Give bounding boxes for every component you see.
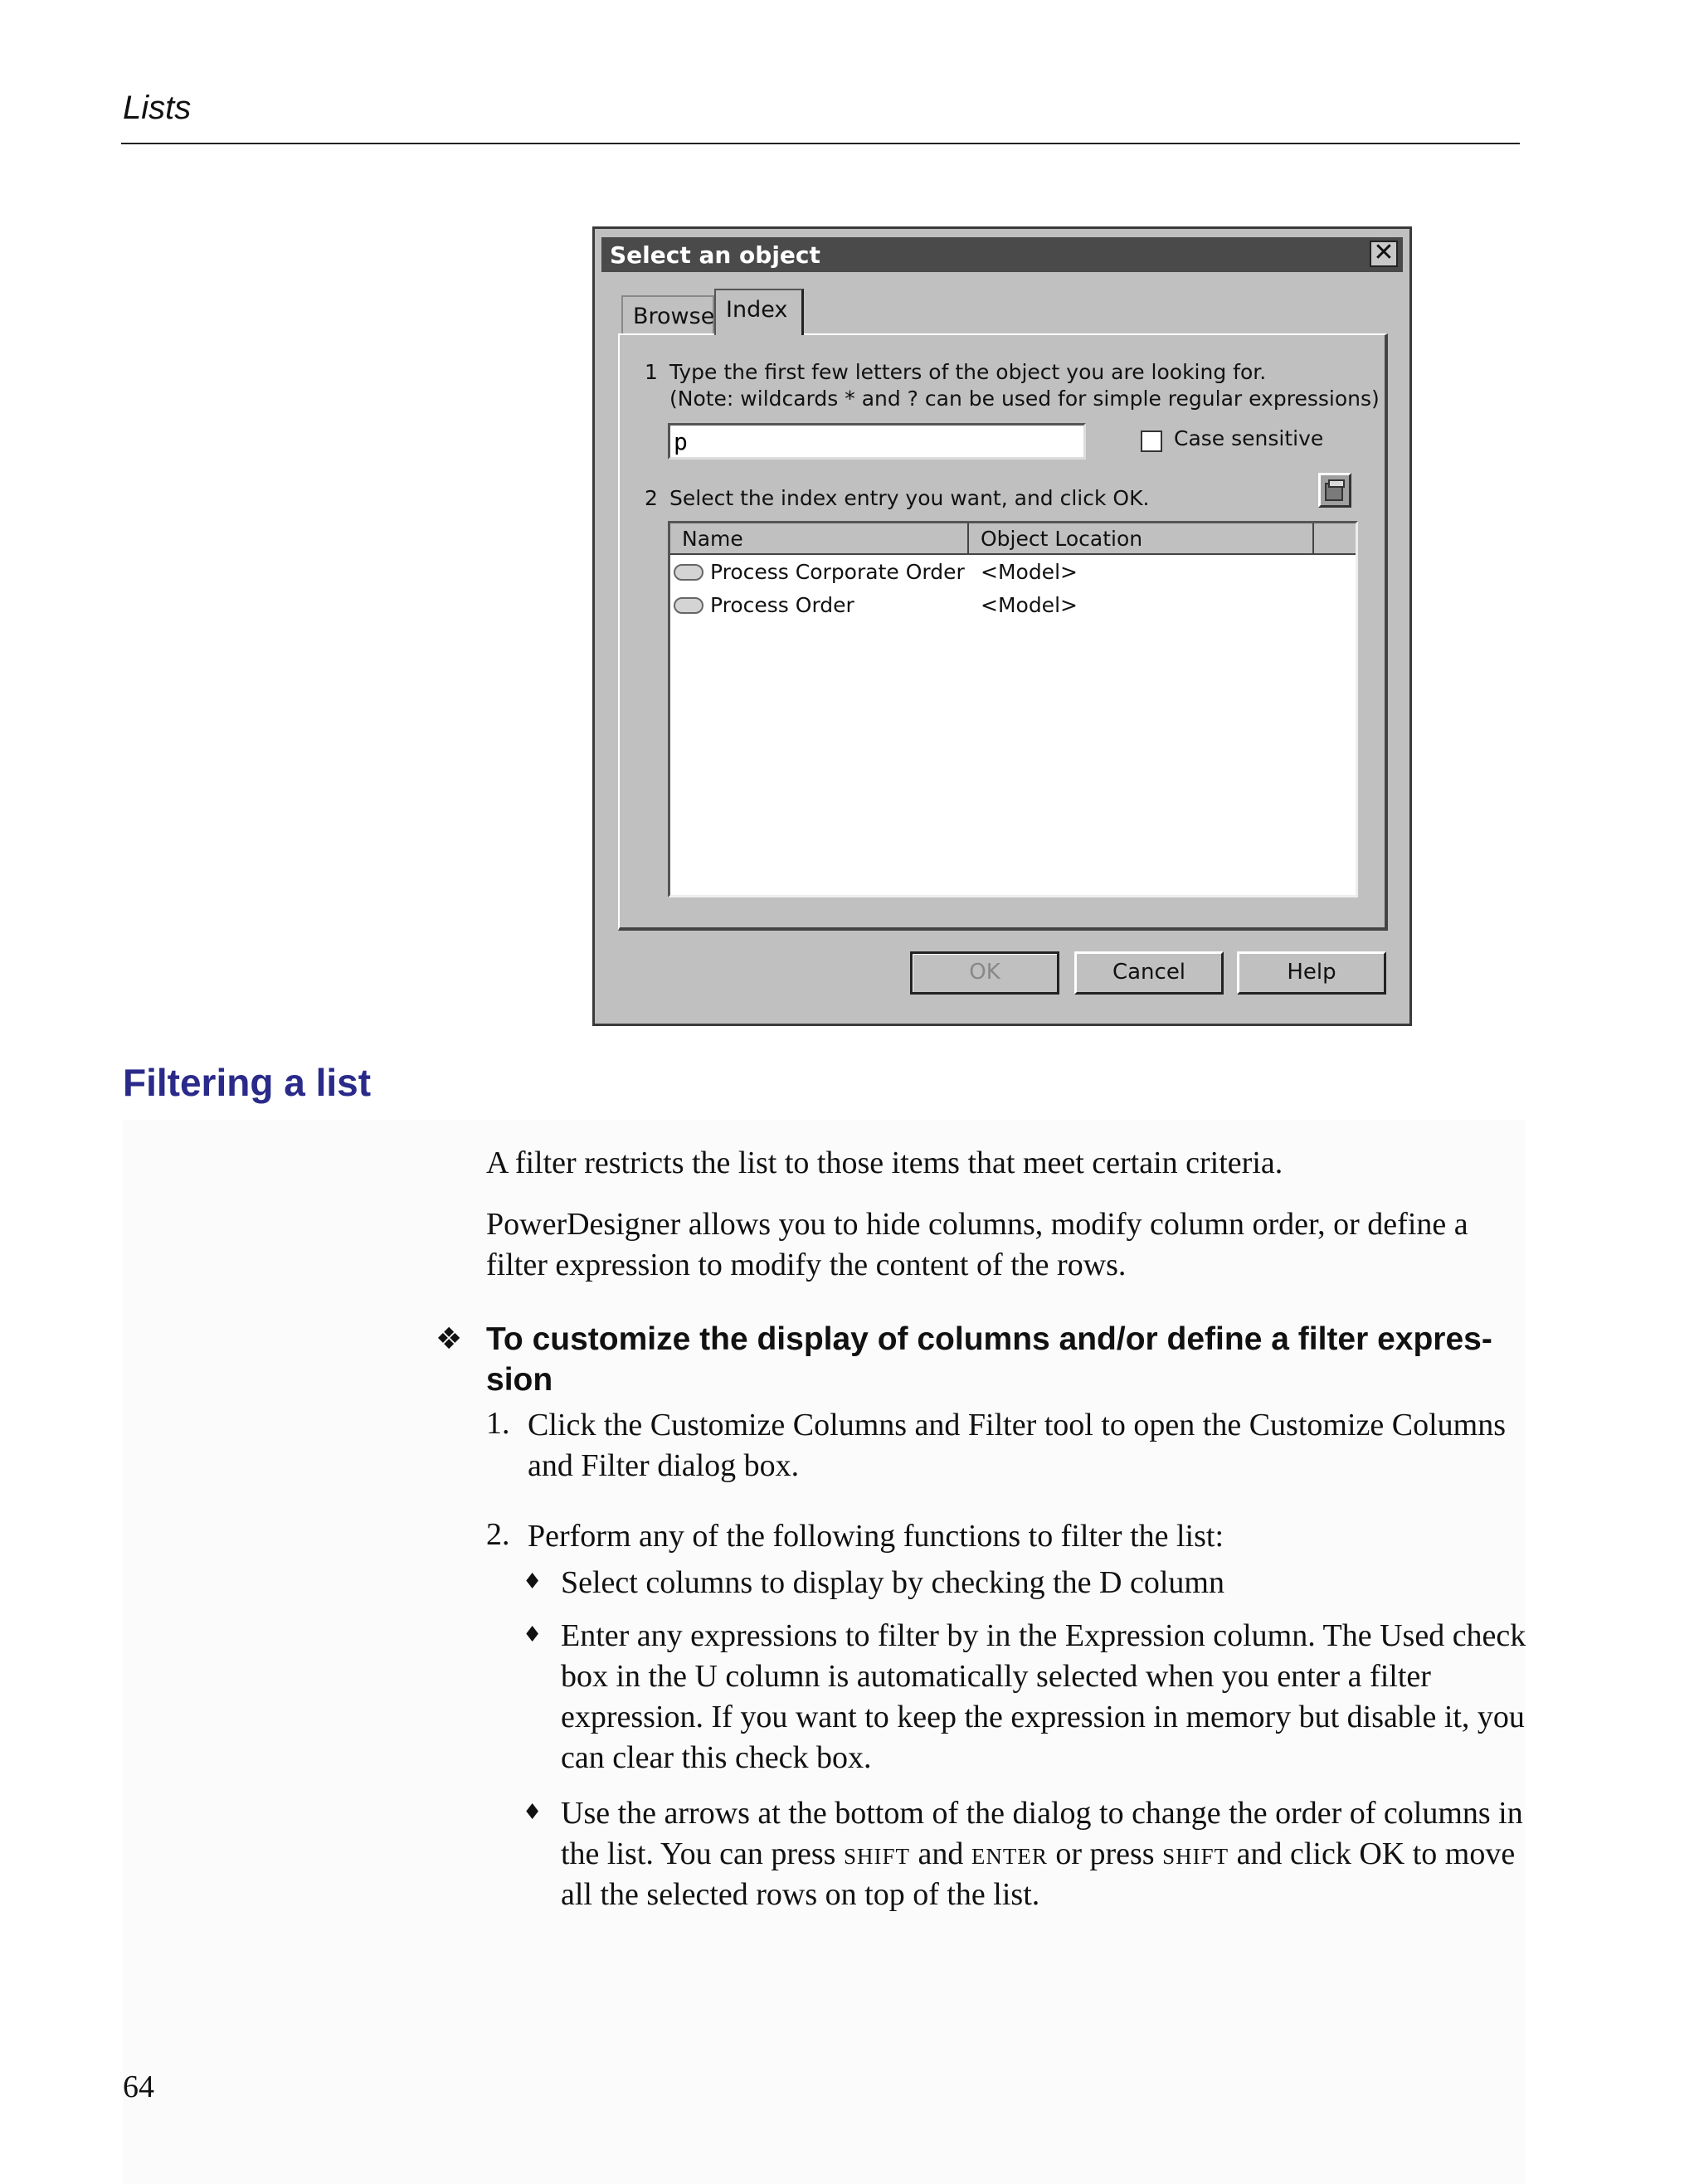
tab-browse[interactable]: Browse (621, 295, 714, 333)
bullet-text (561, 1793, 1531, 1915)
page-number: 64 (123, 2070, 154, 2104)
step-number: 2. (486, 1517, 510, 1552)
close-button[interactable] (1370, 238, 1398, 267)
bullet-diamond-icon: ♦ (523, 1800, 543, 1825)
cancel-button[interactable]: Cancel (1074, 951, 1224, 995)
key-shift: shift (1162, 1836, 1229, 1871)
list-item-location: <Model> (981, 593, 1078, 617)
list-item[interactable] (670, 590, 1356, 623)
step1-number: 1 (645, 360, 658, 384)
search-input[interactable] (668, 423, 1086, 460)
bullet-text-b: and (909, 1836, 971, 1871)
index-list[interactable] (668, 521, 1358, 897)
close-icon: ✕ (1373, 238, 1395, 267)
bullet-diamond-icon: ♦ (523, 1622, 543, 1647)
column-header-name[interactable]: Name (670, 523, 969, 555)
step2-number: 2 (645, 486, 658, 510)
dialog-titlebar (601, 237, 1403, 272)
dialog-title: Select an object (610, 241, 820, 269)
procedure-heading: To customize the display of columns and/or define a filter expres-sion (486, 1321, 1492, 1398)
bullet-text-c: or press (1047, 1836, 1163, 1871)
bullet-text-a: Use the arrows at the bottom of the dialog to change the order of columns in the list. You can press (561, 1796, 1523, 1871)
paragraph-powerdesigner: PowerDesigner allows you to hide columns, modify column order, or define a filter expression to modify the content of the rows. (486, 1207, 1468, 1282)
procedure-marker-icon: ❖ (436, 1322, 463, 1356)
index-tab-panel (618, 333, 1388, 931)
column-header-blank (1314, 523, 1358, 555)
key-shift: shift (843, 1836, 910, 1871)
case-sensitive-checkbox[interactable] (1141, 430, 1162, 452)
help-button[interactable]: Help (1237, 951, 1386, 995)
step1-instruction: Type the first few letters of the object you are looking for. (669, 360, 1267, 384)
list-item-name: Process Corporate Order (710, 560, 965, 584)
select-object-dialog (592, 226, 1412, 1026)
running-head: Lists (123, 90, 192, 126)
section-heading: Filtering a list (123, 1061, 372, 1104)
bullet-text: Select columns to display by checking the D column (561, 1565, 1224, 1600)
step2-instruction: Select the index entry you want, and click OK. (669, 486, 1150, 510)
list-item[interactable] (670, 557, 1356, 590)
tab-index[interactable]: Index (714, 289, 804, 335)
step-text: Perform any of the following functions to filter the list: (528, 1519, 1224, 1554)
bullet-text-d: and click OK to move all the selected rows on top of the list. (561, 1836, 1516, 1912)
step-text: Click the Customize Columns and Filter tool to open the Customize Columns and Filter dialog box. (528, 1408, 1506, 1483)
bullet-diamond-icon: ♦ (523, 1569, 543, 1594)
list-item-location: <Model> (981, 560, 1078, 584)
case-sensitive-label: Case sensitive (1174, 426, 1324, 450)
paragraph-filter-definition: A filter restricts the list to those items that meet certain criteria. (486, 1146, 1283, 1180)
header-rule (121, 143, 1520, 144)
column-header-object-location[interactable]: Object Location (969, 523, 1314, 555)
list-item-name: Process Order (710, 593, 854, 617)
step-number: 1. (486, 1406, 510, 1441)
find-button[interactable] (1318, 473, 1351, 508)
process-icon (674, 564, 703, 581)
step1-note: (Note: wildcards * and ? can be used for simple regular expressions) (669, 387, 1380, 411)
process-icon (674, 597, 703, 614)
key-enter: enter (971, 1836, 1048, 1871)
bullet-text: Enter any expressions to filter by in the Expression column. The Used check box in the U column is automatically selected when you enter a filter expression. If you want to keep the expression in memory but disable it, you can clear this check box. (561, 1618, 1526, 1775)
ok-button[interactable]: OK (910, 951, 1059, 995)
find-icon (1324, 479, 1346, 502)
